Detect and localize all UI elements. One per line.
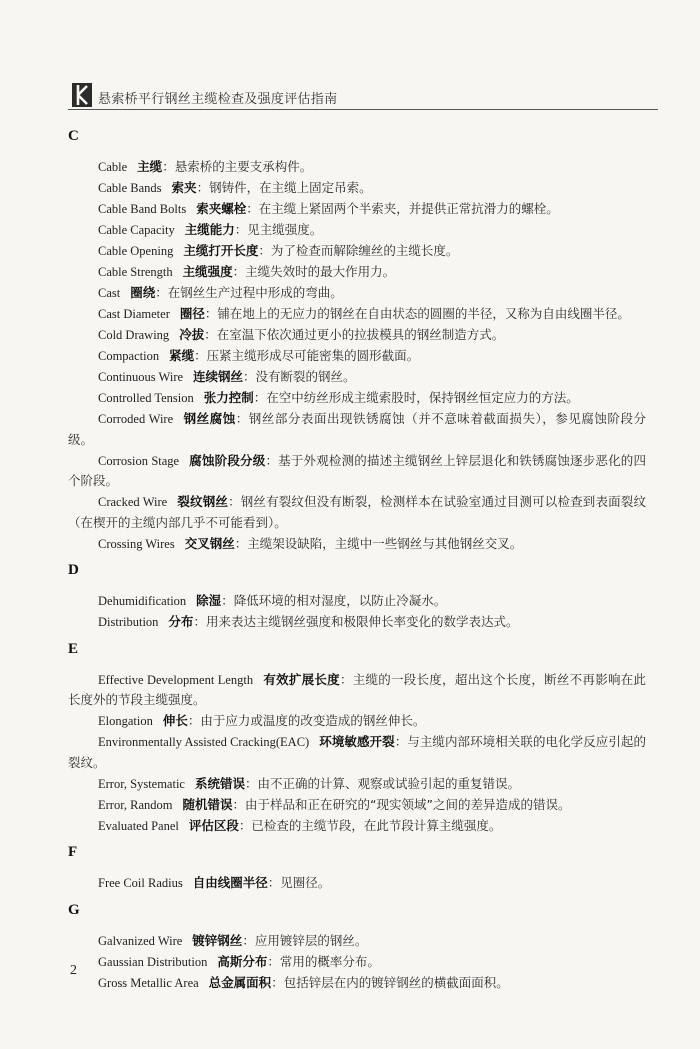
running-header <box>68 82 658 110</box>
term-definition: ：压紧主缆形成尽可能密集的圆形截面。 <box>194 348 420 363</box>
section-letter: E <box>68 640 79 657</box>
entry-list <box>68 591 646 633</box>
term-chinese: 索夹螺栓 <box>196 201 247 216</box>
glossary-section-d <box>68 562 646 633</box>
glossary-entry <box>68 325 646 346</box>
term-chinese: 伸长 <box>162 713 188 728</box>
glossary-entry <box>68 304 646 325</box>
term-definition: ：与主缆内部环境相关联的电化学反应引起的裂纹。 <box>68 734 646 770</box>
term-english: Galvanized Wire <box>98 933 183 948</box>
term-chinese: 钢丝腐蚀 <box>183 411 236 426</box>
term-definition: ：用来表达主缆钢丝强度和极限伸长率变化的数学表达式。 <box>193 614 519 629</box>
term-definition: ：为了检查而解除缠丝的主缆长度。 <box>258 243 459 258</box>
glossary-body <box>68 120 646 994</box>
glossary-entry <box>68 612 646 633</box>
term-english: Error, Systematic <box>98 776 185 791</box>
term-chinese: 紧缆 <box>169 348 195 363</box>
term-english: Cast <box>98 286 121 300</box>
glossary-entry <box>68 157 646 178</box>
term-chinese: 镀锌钢丝 <box>192 932 243 948</box>
glossary-entry <box>68 220 646 241</box>
entry-list <box>68 157 646 554</box>
glossary-section-g <box>68 902 646 994</box>
term-chinese: 冷拔 <box>179 327 205 342</box>
term-chinese: 连续钢丝 <box>193 369 244 384</box>
term-chinese: 自由线圈半径 <box>192 875 268 890</box>
entry-list <box>68 931 646 994</box>
term-english: Corrosion Stage <box>98 453 180 468</box>
term-chinese: 圈绕 <box>130 285 156 300</box>
term-english: Error, Random <box>98 797 173 812</box>
term-english: Controlled Tension <box>98 391 194 405</box>
term-definition: ：钢铸件，在主缆上固定吊索。 <box>196 180 372 195</box>
term-definition: ：没有断裂的钢丝。 <box>243 369 356 384</box>
glossary-entry <box>68 931 646 952</box>
term-chinese: 主缆强度 <box>182 264 233 279</box>
term-chinese: 分布 <box>168 614 194 629</box>
glossary-entry <box>68 873 646 894</box>
term-english: Evaluated Panel <box>98 818 179 833</box>
glossary-section-e <box>68 641 646 837</box>
term-definition: ：常用的概率分布。 <box>267 953 380 969</box>
term-definition: ：悬索桥的主要支承构件。 <box>162 159 313 174</box>
term-english: Cable Capacity <box>98 223 175 237</box>
term-english: Crossing Wires <box>98 536 175 551</box>
term-english: Corroded Wire <box>98 412 174 426</box>
term-chinese: 环境敏感开裂 <box>319 734 395 749</box>
book-logo-icon <box>72 83 92 107</box>
glossary-entry <box>68 409 646 450</box>
glossary-entry <box>68 591 646 612</box>
glossary-section-f <box>68 844 646 894</box>
term-english: Cable <box>98 160 128 174</box>
term-chinese: 评估区段 <box>188 817 239 833</box>
glossary-entry <box>68 534 646 555</box>
glossary-entry <box>68 774 646 795</box>
page-number: 2 <box>70 963 77 978</box>
glossary-entry <box>68 492 646 533</box>
term-chinese: 裂纹钢丝 <box>177 494 229 509</box>
term-chinese: 主缆能力 <box>184 222 235 237</box>
term-chinese: 总金属面积 <box>208 974 272 990</box>
term-definition: ：主缆架设缺陷，主缆中一些钢丝与其他钢丝交叉。 <box>234 535 523 551</box>
term-definition: ：在空中纺丝形成主缆索股时，保持钢丝恒定应力的方法。 <box>253 390 579 405</box>
term-definition: ：基于外观检测的描述主缆钢丝上锌层退化和铁锈腐蚀逐步恶化的四个阶段。 <box>68 452 646 488</box>
header-rule <box>68 109 658 110</box>
term-english: Gross Metallic Area <box>98 975 199 990</box>
glossary-entry <box>68 262 646 283</box>
term-chinese: 系统错误 <box>194 775 245 791</box>
term-english: Cold Drawing <box>98 328 170 342</box>
term-chinese: 主缆打开长度 <box>183 243 259 258</box>
term-english: Cable Strength <box>98 265 173 279</box>
term-english: Free Coil Radius <box>98 876 183 890</box>
term-definition: ：包括锌层在内的镀锌钢丝的横截面面积。 <box>271 974 509 990</box>
glossary-entry <box>68 367 646 388</box>
term-definition: ：主缆的一段长度，超出这个长度，断丝不再影响在此长度外的节段主缆强度。 <box>68 671 646 707</box>
section-letter: F <box>68 844 78 860</box>
term-definition: ：应用镀锌层的钢丝。 <box>242 932 368 948</box>
term-chinese: 主缆 <box>137 159 163 174</box>
term-chinese: 张力控制 <box>203 390 254 405</box>
term-definition: ：铺在地上的无应力的钢丝在自由状态的圆圈的半径，又称为自由线圈半径。 <box>204 306 630 321</box>
term-english: Elongation <box>98 714 153 728</box>
glossary-entry <box>68 451 646 492</box>
glossary-entry <box>68 178 646 199</box>
term-chinese: 除湿 <box>196 593 222 608</box>
term-english: Cast Diameter <box>98 307 170 321</box>
glossary-entry <box>68 816 646 837</box>
term-english: Dehumidification <box>98 594 187 608</box>
term-english: Effective Development Length <box>98 672 254 687</box>
section-letter: D <box>68 562 79 578</box>
term-definition: ：见圈径。 <box>267 875 331 890</box>
glossary-entry <box>68 199 646 220</box>
term-definition: ：已检查的主缆节段，在此节段计算主缆强度。 <box>238 817 502 833</box>
section-letter: C <box>68 128 79 144</box>
term-english: Compaction <box>98 349 160 363</box>
entry-list <box>68 670 646 837</box>
glossary-entry <box>68 952 646 973</box>
glossary-entry <box>68 973 646 994</box>
glossary-entry <box>68 711 646 732</box>
section-letter: G <box>68 901 80 918</box>
term-english: Cracked Wire <box>98 495 168 509</box>
term-english: Gaussian Distribution <box>98 954 208 969</box>
term-english: Cable Bands <box>98 181 162 195</box>
term-definition: ：由于应力或温度的改变造成的钢丝伸长。 <box>187 713 426 728</box>
glossary-entry <box>68 388 646 409</box>
term-definition: ：钢丝有裂纹但没有断裂，检测样本在试验室通过目测可以检查到表面裂纹（在楔开的主缆内部几乎不可能看到）。 <box>68 494 646 530</box>
header-title: 悬索桥平行钢丝主缆检查及强度评估指南 <box>98 92 338 107</box>
term-definition: ：在主缆上紧固两个半索夹，并提供正常抗滑力的螺栓。 <box>246 201 559 216</box>
term-chinese: 索夹 <box>171 180 197 195</box>
glossary-entry <box>68 283 646 304</box>
term-english: Cable Opening <box>98 244 174 258</box>
term-chinese: 随机错误 <box>182 796 233 812</box>
term-chinese: 腐蚀阶段分级 <box>189 452 266 468</box>
term-definition: ：在室温下依次通过更小的拉拔模具的钢丝制造方式。 <box>204 327 505 342</box>
term-chinese: 圈径 <box>179 306 205 321</box>
glossary-entry <box>68 795 646 816</box>
term-definition: ：由不正确的计算、观察或试验引起的重复错误。 <box>245 775 521 791</box>
term-definition: ：降低环境的相对湿度，以防止冷凝水。 <box>221 593 447 608</box>
term-definition: ：钢丝部分表面出现铁锈腐蚀（并不意味着截面损失），参见腐蚀阶段分级。 <box>68 411 646 447</box>
entry-list <box>68 873 646 894</box>
glossary-entry <box>68 732 646 773</box>
glossary-section-c <box>68 128 646 554</box>
glossary-entry <box>68 241 646 262</box>
glossary-entry <box>68 670 646 711</box>
term-definition: ：主缆失效时的最大作用力。 <box>232 264 396 279</box>
term-chinese: 有效扩展长度 <box>263 671 340 687</box>
term-english: Cable Band Bolts <box>98 202 187 216</box>
term-english: Environmentally Assisted Cracking(EAC) <box>98 735 310 749</box>
term-definition: ：由于样品和正在研究的“现实领域”之间的差异造成的错误。 <box>232 796 571 812</box>
term-english: Distribution <box>98 615 159 629</box>
glossary-entry <box>68 346 646 367</box>
term-english: Continuous Wire <box>98 370 184 384</box>
term-definition: ：见主缆强度。 <box>234 222 323 237</box>
term-chinese: 交叉钢丝 <box>184 535 235 551</box>
term-definition: ：在钢丝生产过程中形成的弯曲。 <box>155 285 343 300</box>
term-chinese: 高斯分布 <box>217 953 268 969</box>
